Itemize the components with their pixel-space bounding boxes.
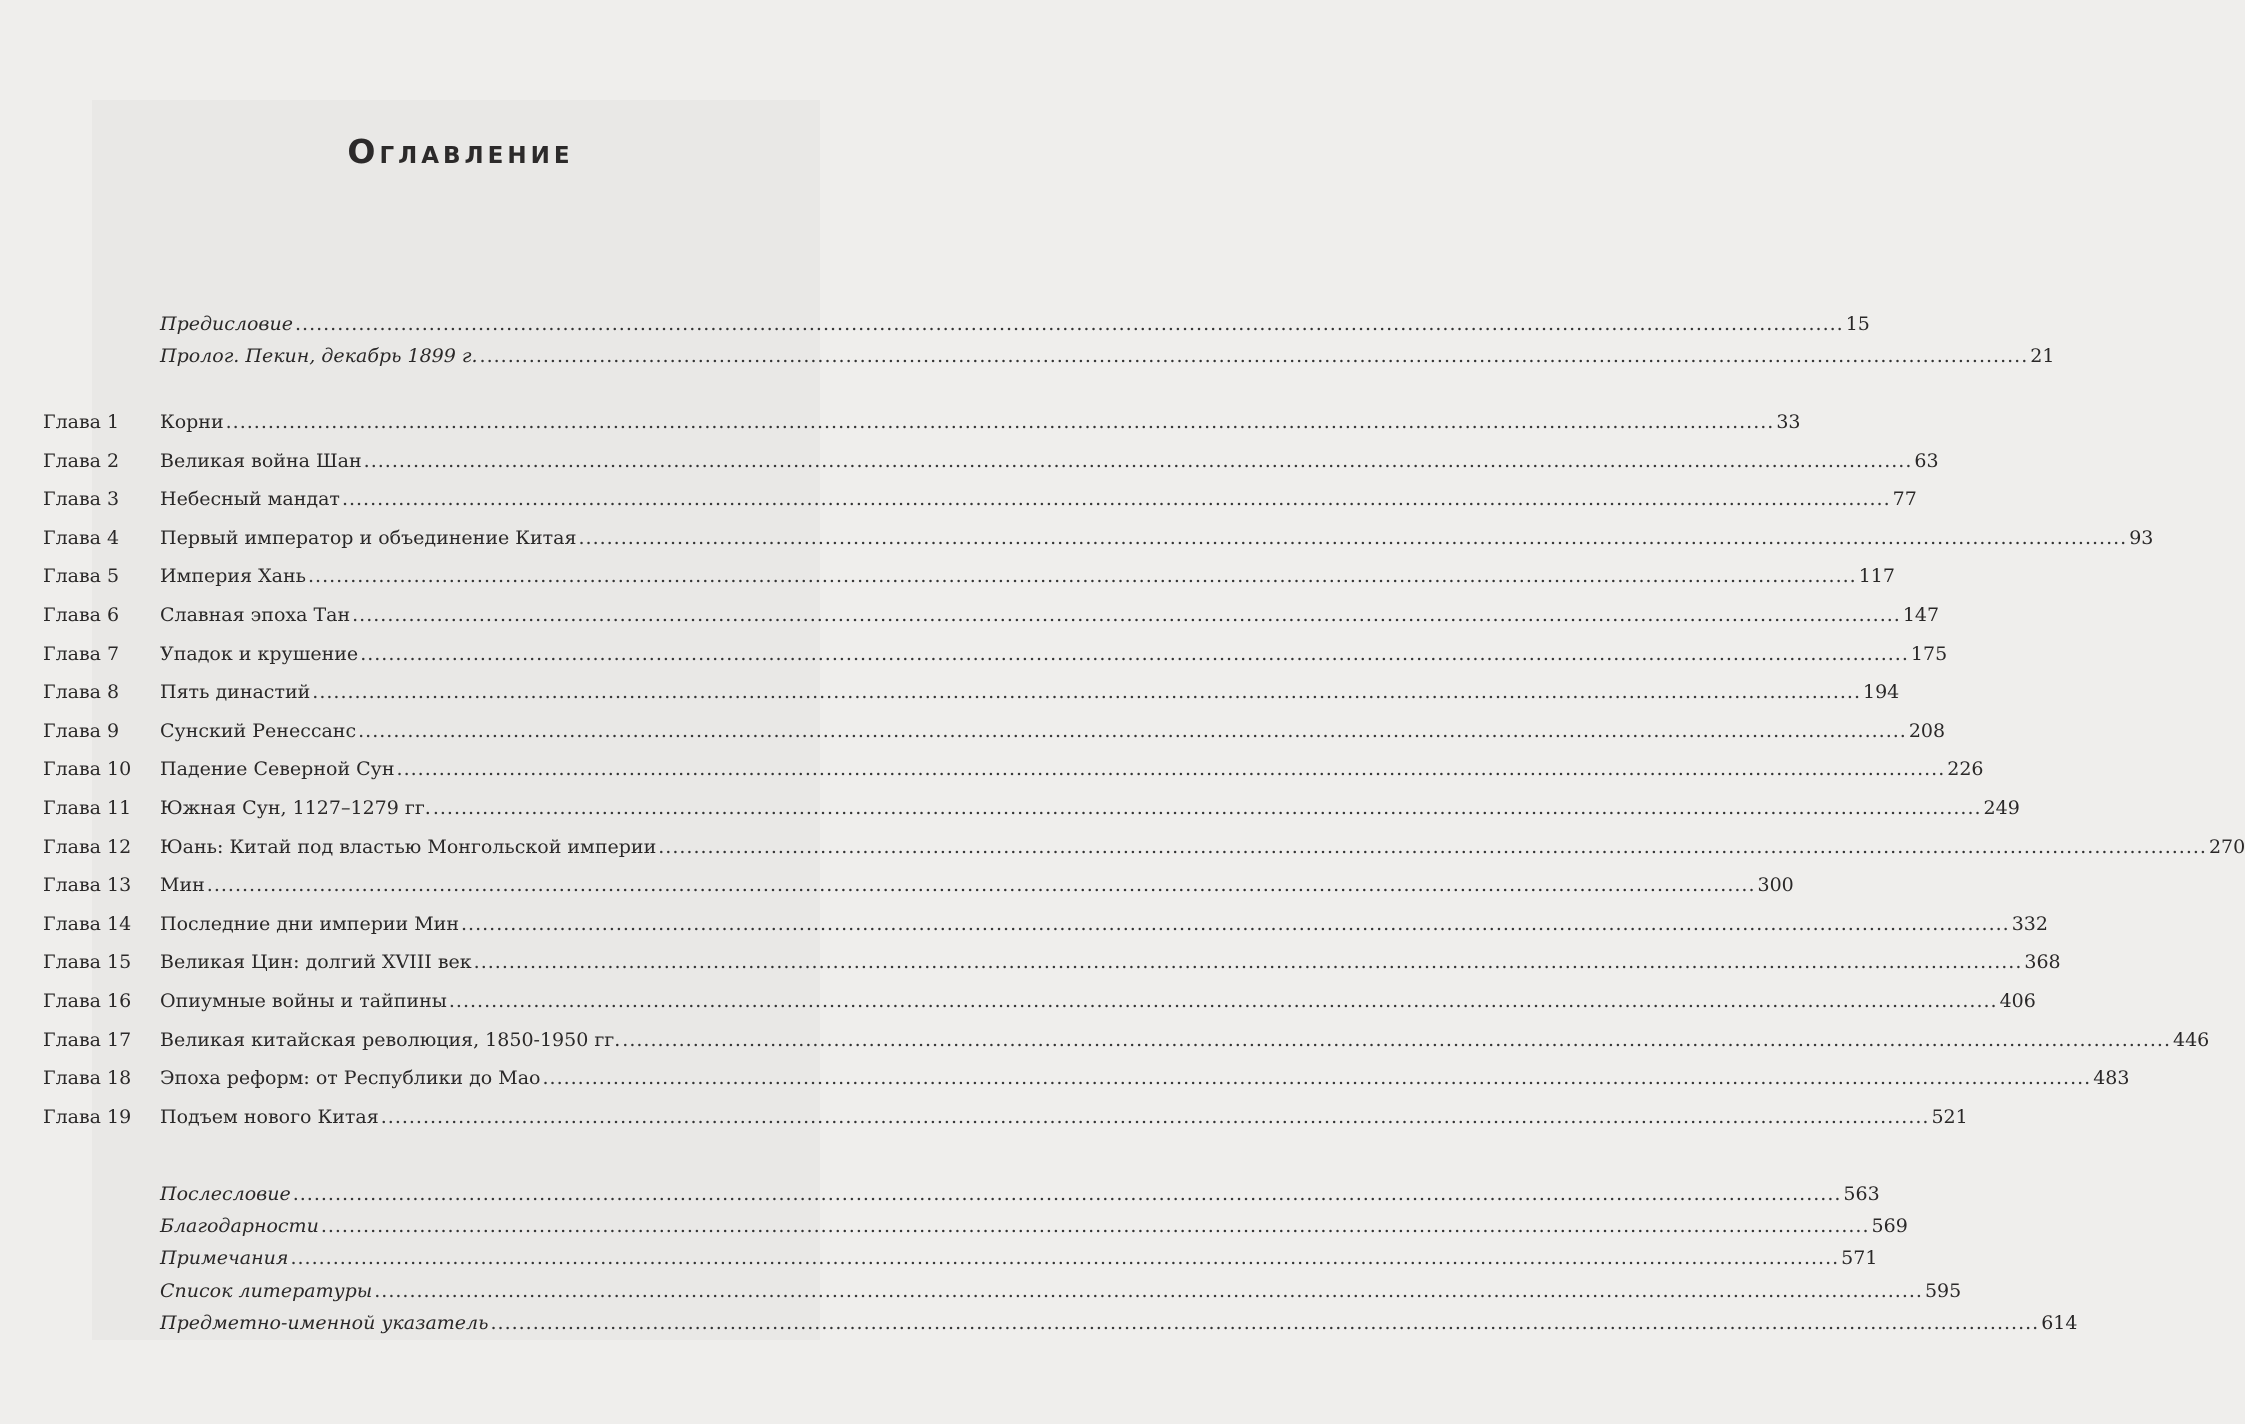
toc-row	[0, 870, 1794, 900]
dot-leader: ............................................................................................................................................................................................................................	[341, 488, 1891, 510]
page-number: 226	[1947, 758, 1984, 780]
toc-row	[0, 1102, 1968, 1132]
toc-entry	[160, 870, 1794, 900]
page-number: 15	[1845, 313, 1870, 335]
entry-title: Великая китайская революция, 1850-1950 гг.	[160, 1029, 621, 1051]
toc-row	[0, 407, 1801, 437]
toc-entry	[160, 754, 1984, 784]
entry-title: Подъем нового Китая	[160, 1106, 379, 1128]
entry-title: Эпоха реформ: от Республики до Мао	[160, 1067, 541, 1089]
dot-leader: ............................................................................................................................................................................................................................	[396, 758, 1946, 780]
toc-entry	[160, 716, 1946, 746]
toc-row	[0, 1025, 2210, 1055]
entry-title: Пролог. Пекин, декабрь 1899 г.	[160, 345, 478, 367]
toc-entry	[160, 639, 1948, 669]
entry-title: Сунский Ренессанс	[160, 720, 357, 742]
dot-leader: ............................................................................................................................................................................................................................	[622, 1029, 2171, 1051]
page-number: 63	[1914, 450, 1939, 472]
toc-entry	[160, 1308, 2078, 1338]
entry-title: Великая Цин: долгий XVIII век	[160, 951, 472, 973]
entry-title: Южная Сун, 1127–1279 гг.	[160, 797, 431, 819]
page-number: 571	[1841, 1247, 1878, 1269]
dot-leader: ............................................................................................................................................................................................................................	[307, 565, 1857, 587]
dot-leader: ............................................................................................................................................................................................................................	[374, 1280, 1923, 1302]
toc-entry	[160, 677, 1900, 707]
dot-leader: ............................................................................................................................................................................................................................	[448, 990, 1998, 1012]
dot-leader: ............................................................................................................................................................................................................................	[292, 1183, 1842, 1205]
toc-entry	[160, 986, 2036, 1016]
toc-entry	[160, 309, 1870, 339]
chapter-label: Глава 9	[43, 720, 120, 742]
dot-leader: ............................................................................................................................................................................................................................	[479, 345, 2029, 367]
toc-entry	[160, 1243, 1878, 1273]
page-number: 175	[1910, 643, 1948, 665]
dot-leader: ............................................................................................................................................................................................................................	[360, 643, 1909, 665]
toc-row	[0, 523, 2154, 553]
toc-entry	[160, 600, 1940, 630]
toc-entry	[160, 341, 2055, 371]
page-number: 483	[2093, 1067, 2130, 1089]
entry-title: Примечания	[160, 1247, 289, 1269]
chapter-label: Глава 4	[43, 527, 120, 549]
toc-entry	[160, 484, 1917, 514]
toc-row	[0, 1243, 1878, 1273]
toc-entry	[160, 1179, 1880, 1209]
toc-row	[0, 793, 2020, 823]
chapter-label: Глава 2	[43, 450, 120, 472]
chapter-label: Глава 6	[43, 604, 120, 626]
dot-leader: ............................................................................................................................................................................................................................	[320, 1215, 1870, 1237]
dot-leader: ............................................................................................................................................................................................................................	[658, 836, 2207, 858]
dot-leader: ............................................................................................................................................................................................................................	[490, 1312, 2040, 1334]
dot-leader: ............................................................................................................................................................................................................................	[578, 527, 2128, 549]
dot-leader: ............................................................................................................................................................................................................................	[225, 411, 1775, 433]
page-number: 77	[1892, 488, 1917, 510]
toc-row	[0, 639, 1948, 669]
dot-leader: ............................................................................................................................................................................................................................	[432, 797, 1982, 819]
page-number: 406	[1999, 990, 2036, 1012]
toc-entry	[160, 446, 1939, 476]
toc-entry	[160, 1025, 2210, 1055]
chapter-label: Глава 10	[43, 758, 132, 780]
toc-row	[0, 1179, 1880, 1209]
dot-leader: ............................................................................................................................................................................................................................	[206, 874, 1756, 896]
page-number: 21	[2030, 345, 2055, 367]
entry-title: Небесный мандат	[160, 488, 340, 510]
chapter-label: Глава 1	[43, 411, 120, 433]
page-number: 563	[1843, 1183, 1880, 1205]
chapter-label: Глава 13	[43, 874, 132, 896]
page-number: 249	[1983, 797, 2020, 819]
entry-title: Падение Северной Сун	[160, 758, 395, 780]
page-number: 208	[1908, 720, 1946, 742]
toc-row	[0, 1308, 2078, 1338]
dot-leader: ............................................................................................................................................................................................................................	[290, 1247, 1840, 1269]
entry-title: Пять династий	[160, 681, 311, 703]
dot-leader: ............................................................................................................................................................................................................................	[294, 313, 1844, 335]
toc-row	[0, 754, 1984, 784]
dot-leader: ............................................................................................................................................................................................................................	[312, 681, 1861, 703]
toc-entry	[160, 832, 2245, 862]
chapter-label: Глава 12	[43, 836, 132, 858]
entry-title: Предисловие	[160, 313, 293, 335]
dot-leader: ............................................................................................................................................................................................................................	[358, 720, 1907, 742]
toc-row	[0, 909, 2048, 939]
toc-row	[0, 561, 1895, 591]
toc-row	[0, 446, 1939, 476]
page-number: 569	[1871, 1215, 1908, 1237]
entry-title: Мин	[160, 874, 205, 896]
toc-entry	[160, 947, 2061, 977]
entry-title: Опиумные войны и тайпины	[160, 990, 447, 1012]
page-number: 270	[2208, 836, 2245, 858]
toc-row	[0, 600, 1940, 630]
chapter-label: Глава 17	[43, 1029, 132, 1051]
chapter-label: Глава 15	[43, 951, 132, 973]
dot-leader: ............................................................................................................................................................................................................................	[352, 604, 1901, 626]
toc-row	[0, 716, 1946, 746]
toc-row	[0, 1211, 1908, 1241]
toc-entry	[160, 1276, 1962, 1306]
toc-row	[0, 1063, 2130, 1093]
page-number: 446	[2173, 1029, 2210, 1051]
toc-row	[0, 986, 2036, 1016]
entry-title: Список литературы	[160, 1280, 373, 1302]
page-number: 93	[2129, 527, 2154, 549]
entry-title: Юань: Китай под властью Монгольской империи	[160, 836, 657, 858]
chapter-label: Глава 7	[43, 643, 120, 665]
page-number: 614	[2041, 1312, 2078, 1334]
page-number: 147	[1902, 604, 1940, 626]
entry-title: Корни	[160, 411, 224, 433]
page-number: 595	[1924, 1280, 1962, 1302]
chapter-label: Глава 18	[43, 1067, 132, 1089]
dot-leader: ............................................................................................................................................................................................................................	[461, 913, 2010, 935]
chapter-label: Глава 5	[43, 565, 120, 587]
entry-title: Великая война Шан	[160, 450, 362, 472]
page-number: 368	[2024, 951, 2061, 973]
toc-entry	[160, 793, 2020, 823]
toc-entry	[160, 523, 2154, 553]
entry-title: Империя Хань	[160, 565, 306, 587]
toc-row	[0, 341, 2055, 371]
entry-title: Послесловие	[160, 1183, 291, 1205]
entry-title: Последние дни империи Мин	[160, 913, 459, 935]
entry-title: Славная эпоха Тан	[160, 604, 351, 626]
entry-title: Предметно-именной указатель	[160, 1312, 489, 1334]
chapter-label: Глава 16	[43, 990, 132, 1012]
dot-leader: ............................................................................................................................................................................................................................	[473, 951, 2023, 973]
toc-entry	[160, 407, 1801, 437]
entry-title: Благодарности	[160, 1215, 319, 1237]
toc-row	[0, 309, 1870, 339]
page-number: 194	[1863, 681, 1900, 703]
chapter-label: Глава 3	[43, 488, 120, 510]
entry-title: Упадок и крушение	[160, 643, 359, 665]
toc-entry	[160, 1211, 1908, 1241]
entry-title: Первый император и объединение Китая	[160, 527, 577, 549]
toc-row	[0, 947, 2061, 977]
chapter-label: Глава 11	[43, 797, 132, 819]
page-number: 117	[1858, 565, 1895, 587]
dot-leader: ............................................................................................................................................................................................................................	[380, 1106, 1930, 1128]
page-title: Оглавление	[347, 132, 574, 171]
toc-entry	[160, 909, 2048, 939]
toc-entry	[160, 561, 1895, 591]
chapter-label: Глава 19	[43, 1106, 132, 1128]
page-number: 33	[1776, 411, 1801, 433]
toc-row	[0, 677, 1900, 707]
toc-entry	[160, 1102, 1968, 1132]
toc-entry	[160, 1063, 2130, 1093]
chapter-label: Глава 14	[43, 913, 132, 935]
toc-row	[0, 832, 2245, 862]
dot-leader: ............................................................................................................................................................................................................................	[542, 1067, 2092, 1089]
toc-row	[0, 484, 1917, 514]
dot-leader: ............................................................................................................................................................................................................................	[363, 450, 1913, 472]
chapter-label: Глава 8	[43, 681, 120, 703]
page-number: 300	[1757, 874, 1794, 896]
page-number: 521	[1931, 1106, 1968, 1128]
toc-row	[0, 1276, 1962, 1306]
page-number: 332	[2011, 913, 2048, 935]
